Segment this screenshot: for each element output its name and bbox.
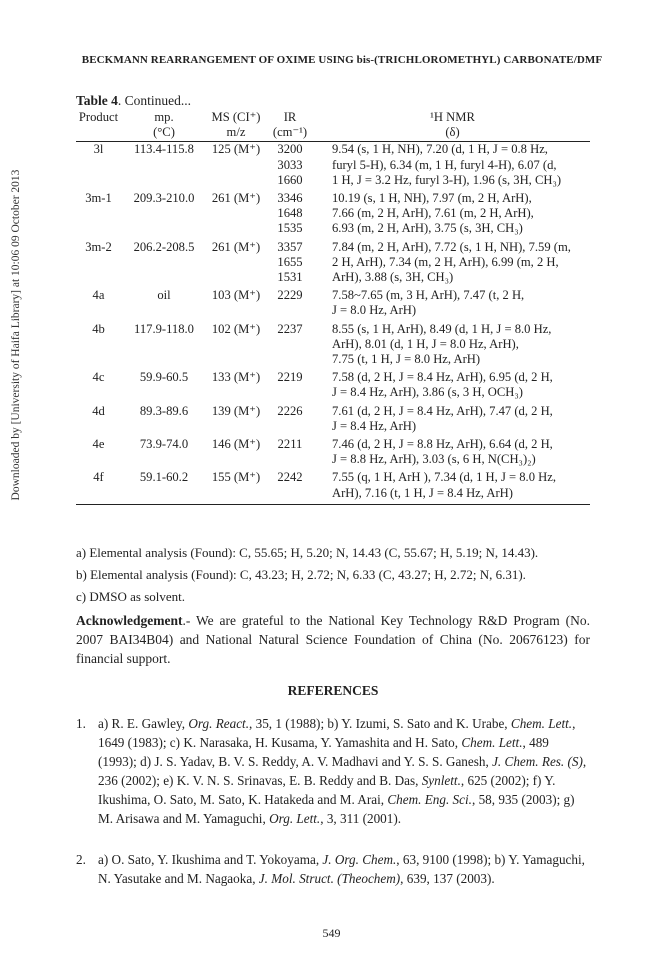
cell-product: [76, 221, 121, 239]
acknowledgement-label: Acknowledgement: [76, 613, 183, 628]
cell-product: 4e: [92, 437, 105, 452]
cell-ir: 3357: [277, 239, 303, 254]
table-row: [76, 240, 590, 255]
cell-ir: [265, 385, 315, 403]
cell-nmr: 7.58~7.65 (m, 3 H, ArH), 7.47 (t, 2 H,: [332, 288, 525, 303]
cell-product: [76, 206, 121, 221]
header-mp-unit: (°C): [153, 125, 175, 140]
cell-mp: [121, 486, 207, 505]
cell-product: [76, 270, 121, 288]
cell-ir: 1531: [277, 270, 303, 285]
cell-nmr: 7.58 (d, 2 H, J = 8.4 Hz, ArH), 6.95 (d, 2 H,: [332, 370, 553, 385]
table-row: [76, 486, 590, 505]
cell-mp: [121, 337, 207, 352]
cell-mp: [121, 352, 207, 370]
table-row: [76, 191, 590, 206]
cell-nmr: 6.93 (m, 2 H, ArH), 3.75 (s, 3H, CH₃): [332, 221, 523, 236]
cell-ir: 2226: [277, 403, 303, 418]
table-row: [76, 303, 590, 321]
cell-nmr: J = 8.4 Hz, ArH), 3.86 (s, 3 H, OCH₃): [332, 385, 523, 400]
table-caption: [76, 93, 191, 109]
cell-ms: [207, 255, 265, 270]
cell-ir: 3200: [277, 142, 303, 157]
running-header: BECKMANN REARRANGEMENT OF OXIME USING bis-(TRICHLOROMETHYL) CARBONATE/DMF: [81, 54, 603, 66]
cell-ms: 103 (M⁺): [211, 288, 261, 303]
cell-product: [76, 158, 121, 173]
cell-product: [76, 255, 121, 270]
cell-nmr: 7.55 (q, 1 H, ArH ), 7.34 (d, 1 H, J = 8.0 Hz,: [332, 470, 556, 485]
table-row: [76, 337, 590, 352]
cell-ms: [207, 270, 265, 288]
cell-ms: [207, 452, 265, 470]
cell-nmr: 7.61 (d, 2 H, J = 8.4 Hz, ArH), 7.47 (d, 2 H,: [332, 403, 553, 418]
cell-product: 4d: [92, 403, 105, 418]
cell-ms: [207, 173, 265, 191]
header-ir: IR: [283, 110, 297, 124]
cell-mp: 59.9-60.5: [139, 370, 189, 385]
reference-2: [76, 850, 590, 888]
cell-ir: 1648: [277, 206, 303, 221]
reference-1: [76, 714, 590, 828]
cell-ir: 2242: [277, 470, 303, 485]
cell-ms: 102 (M⁺): [211, 321, 261, 336]
cell-mp: 89.3-89.6: [139, 403, 189, 418]
cell-ms: 139 (M⁺): [211, 403, 261, 418]
cell-ms: 133 (M⁺): [211, 370, 261, 385]
cell-product: [76, 337, 121, 352]
cell-mp: 59.1-60.2: [139, 470, 189, 485]
header-nmr: ¹H NMR: [430, 110, 475, 124]
cell-ms: 261 (M⁺): [211, 191, 261, 206]
acknowledgement-text: .- We are grateful to the National Key Technology R&D Program (No. 2007 BAI34B04) and National Natural Science Foundation of China (No. 20676123) for financial support.: [76, 613, 590, 666]
cell-nmr: 7.75 (t, 1 H, J = 8.0 Hz, ArH): [332, 352, 481, 367]
cell-mp: [121, 255, 207, 270]
cell-ms: [207, 385, 265, 403]
cell-ir: 1655: [277, 254, 303, 269]
cell-ir: 3346: [277, 191, 303, 206]
cell-ms: [207, 303, 265, 321]
cell-nmr: ArH), 3.88 (s, 3H, CH₃): [332, 270, 454, 285]
cell-ir: 2229: [277, 288, 303, 303]
reference-number: 1.: [76, 716, 86, 731]
cell-nmr: 8.55 (s, 1 H, ArH), 8.49 (d, 1 H, J = 8.0 Hz,: [332, 321, 552, 336]
cell-product: 4f: [93, 470, 104, 485]
cell-ir: 1660: [277, 172, 303, 187]
cell-ir: 1535: [277, 221, 303, 236]
table-row: [76, 221, 590, 239]
cell-mp: [121, 270, 207, 288]
header-nmr-unit: (δ): [445, 125, 460, 140]
cell-ms: [207, 419, 265, 437]
footnote-c: c) DMSO as solvent.: [76, 589, 186, 604]
table-body: [76, 142, 590, 504]
cell-product: [76, 303, 121, 321]
cell-mp: 209.3-210.0: [133, 191, 195, 206]
table-row: [76, 437, 590, 452]
cell-ms: 125 (M⁺): [211, 142, 261, 157]
cell-ir: [265, 419, 315, 437]
table-row: [76, 370, 590, 385]
table-row: [76, 404, 590, 419]
cell-product: [76, 173, 121, 191]
cell-mp: [121, 452, 207, 470]
table-row: [76, 385, 590, 403]
table-row: [76, 352, 590, 370]
table-caption-text: . Continued...: [117, 93, 192, 108]
reference-number: 2.: [76, 852, 86, 867]
cell-product: 4b: [92, 321, 105, 336]
table-row: [76, 158, 590, 173]
cell-nmr: J = 8.0 Hz, ArH): [332, 303, 417, 318]
download-watermark: Downloaded by [University of Haifa Library] at 10:06 09 October 2013: [10, 169, 22, 501]
footnote-a: a) Elemental analysis (Found): C, 55.65; H, 5.20; N, 14.43 (C, 55.67; H, 5.19; N, 14.43).: [76, 545, 539, 560]
cell-nmr: 10.19 (s, 1 H, NH), 7.97 (m, 2 H, ArH),: [332, 191, 532, 206]
cell-nmr: ArH), 7.16 (t, 1 H, J = 8.4 Hz, ArH): [332, 485, 513, 500]
table-row: [76, 470, 590, 485]
cell-ms: 261 (M⁺): [211, 239, 261, 254]
cell-ir: 2237: [277, 321, 303, 336]
cell-ir: 2219: [277, 370, 303, 385]
cell-product: [76, 486, 121, 505]
cell-product: [76, 452, 121, 470]
header-ms-unit: m/z: [226, 125, 246, 140]
cell-product: [76, 385, 121, 403]
cell-ms: [207, 221, 265, 239]
cell-ir: [265, 452, 315, 470]
references-heading: REFERENCES: [287, 683, 379, 698]
header-product-unit: [76, 125, 121, 140]
table-row: [76, 288, 590, 303]
cell-product: 3m-1: [85, 191, 112, 206]
cell-nmr: J = 8.4 Hz, ArH): [332, 418, 417, 433]
cell-product: [76, 352, 121, 370]
cell-mp: 117.9-118.0: [134, 321, 194, 336]
header-ms: MS (CI⁺): [211, 110, 261, 124]
cell-product: 3m-2: [85, 239, 112, 254]
table-row: [76, 206, 590, 221]
cell-product: 4c: [92, 370, 105, 385]
table-caption-label: Table 4: [76, 93, 118, 108]
cell-mp: [121, 158, 207, 173]
cell-ms: 155 (M⁺): [211, 470, 261, 485]
cell-nmr: 7.46 (d, 2 H, J = 8.8 Hz, ArH), 6.64 (d, 2 H,: [332, 437, 553, 452]
cell-mp: [121, 221, 207, 239]
table-header: [76, 110, 590, 142]
cell-mp: oil: [157, 288, 171, 303]
cell-mp: [121, 419, 207, 437]
cell-product: 3l: [93, 142, 104, 157]
cell-nmr: furyl 5-H), 6.34 (m, 1 H, furyl 4-H), 6.07 (d,: [332, 157, 557, 172]
cell-ms: [207, 486, 265, 505]
cell-nmr: 9.54 (s, 1 H, NH), 7.20 (d, 1 H, J = 0.8 Hz,: [332, 142, 548, 157]
footnote-b: b) Elemental analysis (Found): C, 43.23; H, 2.72; N, 6.33 (C, 43.27; H, 2.72; N, 6.31).: [76, 567, 526, 582]
cell-product: 4a: [92, 288, 105, 303]
cell-product: [76, 419, 121, 437]
table-row: [76, 255, 590, 270]
header-product: Product: [78, 110, 119, 124]
cell-ir: [265, 303, 315, 321]
table-row: [76, 173, 590, 191]
cell-mp: [121, 385, 207, 403]
reference-text: a) R. E. Gawley, Org. React., 35, 1 (1988); b) Y. Izumi, S. Sato and K. Urabe, Chem. Lett., 1649 (1983); c) K. Narasaka, H. Kusama, Y. Yamashita and H. Sato, Chem. Lett., 489 (1993); d) J. S. Yadav, B. V. S. Reddy, A. V. Madhavi and Y. S. S. Ganesh, J. Chem. Res. (S), 236 (2002); e) K. V. N. S. Srinavas, E. B. Reddy and B. Das, Synlett., 625 (2002); f) Y. Ikushima, O. Sato, M. Sato, K. Hatakeda and M. Arai, Chem. Eng. Sci., 58, 935 (2003); g) M. Arisawa and M. Yamaguchi, Org. Lett., 3, 311 (2001).: [98, 716, 587, 826]
table-row: [76, 270, 590, 288]
cell-nmr: 2 H, ArH), 7.34 (m, 2 H, ArH), 6.99 (m, 2 H,: [332, 254, 559, 269]
cell-ir: [265, 352, 315, 370]
cell-ms: [207, 158, 265, 173]
table-row: [76, 142, 590, 158]
cell-nmr: 7.66 (m, 2 H, ArH), 7.61 (m, 2 H, ArH),: [332, 206, 534, 221]
data-table: [76, 110, 590, 506]
cell-mp: 73.9-74.0: [139, 437, 189, 452]
cell-nmr: ArH), 8.01 (d, 1 H, J = 8.0 Hz, ArH),: [332, 336, 519, 351]
table-row: [76, 419, 590, 437]
cell-nmr: 1 H, J = 3.2 Hz, furyl 3-H), 1.96 (s, 3H, CH₃): [332, 172, 562, 187]
cell-ms: 146 (M⁺): [211, 437, 261, 452]
cell-ms: [207, 206, 265, 221]
cell-nmr: 7.84 (m, 2 H, ArH), 7.72 (s, 1 H, NH), 7.59 (m,: [332, 239, 571, 254]
cell-mp: [121, 206, 207, 221]
cell-ir: [265, 486, 315, 505]
cell-mp: 206.2-208.5: [133, 239, 195, 254]
cell-ms: [207, 337, 265, 352]
header-ir-unit: (cm⁻¹): [272, 125, 308, 140]
cell-ir: 2211: [277, 437, 303, 452]
reference-text: a) O. Sato, Y. Ikushima and T. Yokoyama, J. Org. Chem., 63, 9100 (1998); b) Y. Yamaguchi, N. Yasutake and M. Nagaoka, J. Mol. Struct. (Theochem), 639, 137 (2003).: [98, 852, 585, 886]
cell-nmr: J = 8.8 Hz, ArH), 3.03 (s, 6 H, N(CH₃)₂): [332, 452, 536, 467]
cell-ir: 3033: [277, 157, 303, 172]
cell-mp: [121, 173, 207, 191]
cell-mp: 113.4-115.8: [134, 142, 194, 157]
acknowledgement: [76, 611, 590, 668]
cell-mp: [121, 303, 207, 321]
cell-ir: [265, 337, 315, 352]
header-mp: mp.: [154, 110, 174, 124]
page-number: 549: [322, 926, 341, 940]
table-row: [76, 322, 590, 337]
cell-ms: [207, 352, 265, 370]
table-row: [76, 452, 590, 470]
bottom-rule: [76, 504, 590, 506]
